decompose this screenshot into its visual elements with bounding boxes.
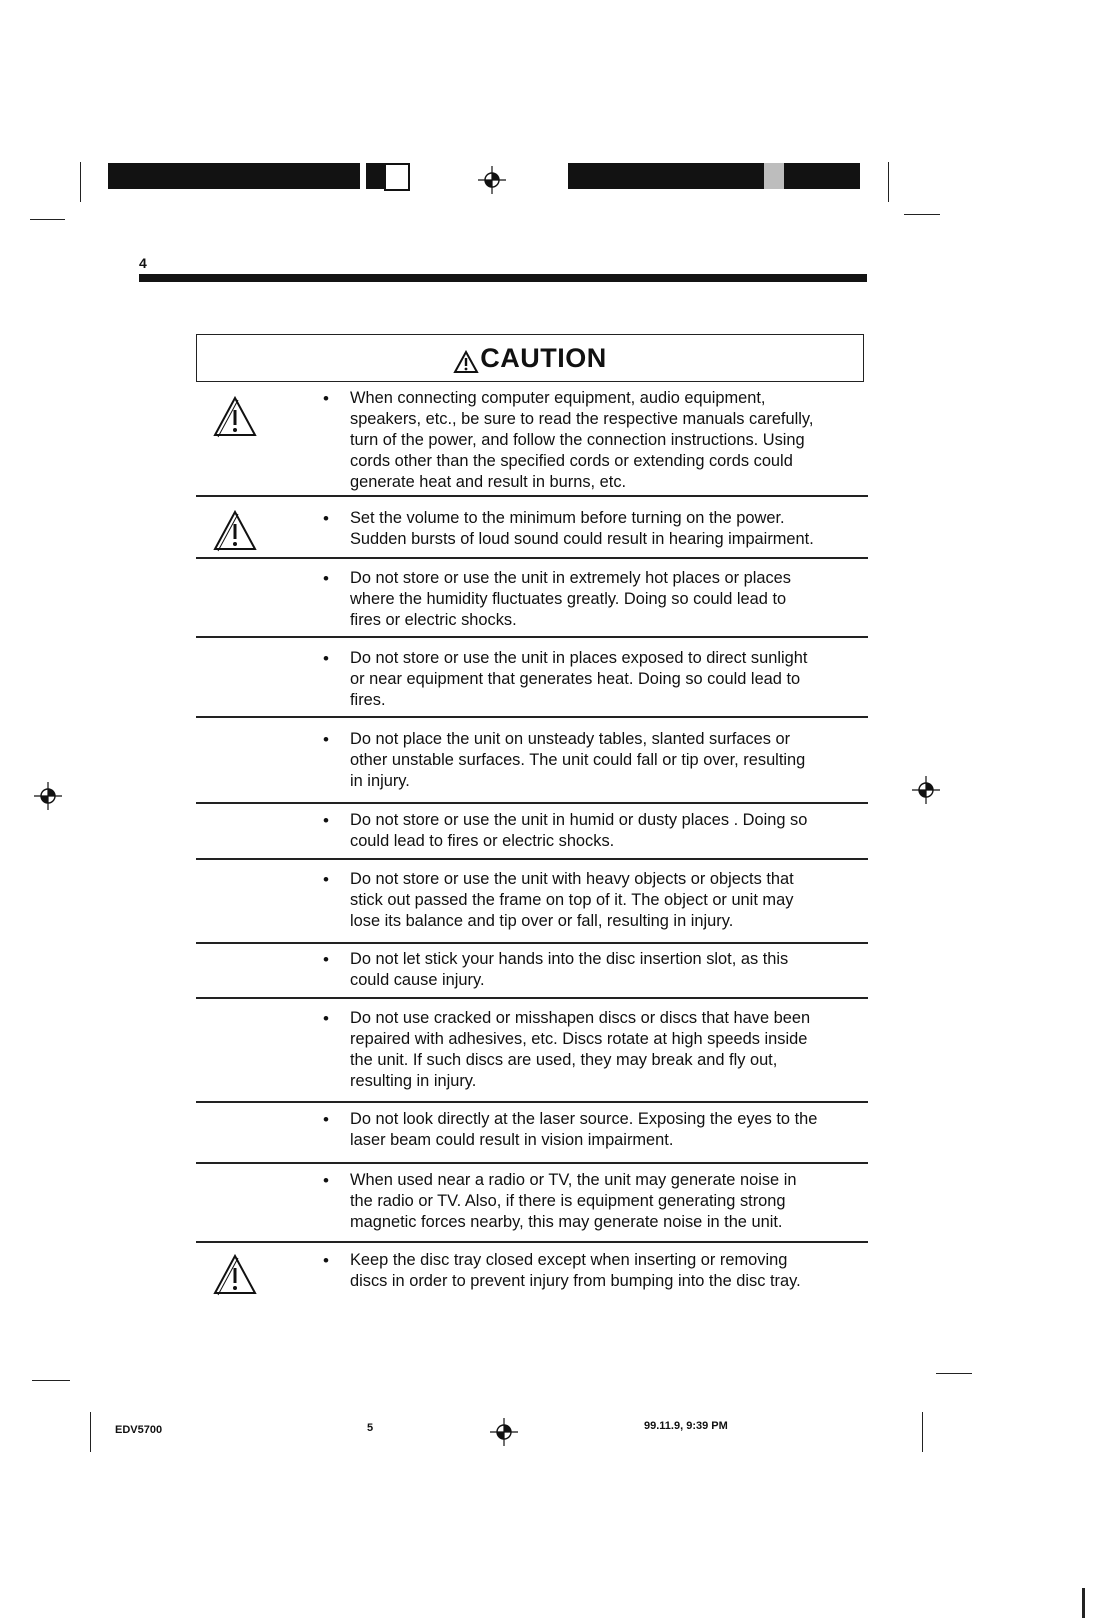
bullet: • [323, 509, 329, 528]
caution-item [196, 1167, 868, 1241]
caution-item-text: Do not use cracked or misshapen discs or discs that have been repaired with adhesives, etc. Discs rotate at high speeds inside the unit. If such discs are used, they may break and fly out, resulting in injury. [350, 1009, 811, 1090]
footer-model: EDV5700 [115, 1424, 163, 1436]
bullet: • [323, 870, 329, 889]
bullet: • [323, 730, 329, 749]
warning-triangle-icon [453, 350, 479, 374]
registration-target-left [34, 782, 62, 810]
bullet: • [323, 389, 329, 408]
caution-item-text: Do not store or use the unit in extremely hot places or places where the humidity fluctuates greatly. Doing so could lead to fires or electric shocks. [350, 569, 791, 629]
crop-mark-bottom-left-vertical [90, 1412, 91, 1452]
item-divider [196, 1101, 868, 1103]
bullet: • [323, 811, 329, 830]
crop-mark-top-left-vertical [80, 162, 81, 202]
caution-item [196, 726, 868, 800]
caution-item [196, 866, 868, 940]
bullet: • [323, 950, 329, 969]
item-divider [196, 1162, 868, 1164]
caution-item-text: When used near a radio or TV, the unit may generate noise in the radio or TV. Also, if there is equipment generating strong magnetic forces nearby, this may generate noise in the unit. [350, 1171, 797, 1231]
registration-target-right [912, 776, 940, 804]
crop-mark-bottom-right-vertical [922, 1412, 923, 1452]
registration-target-top [478, 166, 506, 194]
caution-item [196, 645, 868, 715]
footer-sheet-number: 5 [367, 1422, 374, 1434]
caution-item-text: Do not store or use the unit in places exposed to direct sunlight or near equipment that generates heat. Doing so could lead to fires. [350, 649, 808, 709]
caution-item-text: Do not let stick your hands into the disc insertion slot, as this could cause injury. [350, 950, 789, 989]
bullet: • [323, 649, 329, 668]
item-divider [196, 557, 868, 559]
bullet: • [323, 1110, 329, 1129]
caution-item [196, 946, 868, 996]
bullet: • [323, 1009, 329, 1028]
caution-item-text: When connecting computer equipment, audio equipment, speakers, etc., be sure to read the respective manuals carefully, turn of the power, and follow the connection instructions. Using cords other than the specified cords or extending cords could generate heat and result in burns, etc. [350, 389, 814, 491]
caution-item [196, 565, 868, 635]
registration-target-bottom [490, 1418, 518, 1446]
caution-item [196, 1247, 868, 1307]
caution-item [196, 1005, 868, 1101]
bullet: • [323, 1171, 329, 1190]
bullet: • [323, 569, 329, 588]
warning-triangle-icon [212, 395, 258, 439]
registration-bar-right [568, 163, 764, 189]
bullet: • [323, 1251, 329, 1270]
item-divider [196, 858, 868, 860]
registration-bar-right-end [784, 163, 860, 189]
registration-bar-right-light [764, 163, 784, 189]
item-divider [196, 802, 868, 804]
caution-item-text: Keep the disc tray closed except when inserting or removing discs in order to prevent injury from bumping into the disc tray. [350, 1251, 801, 1290]
caution-heading [453, 343, 607, 374]
item-divider [196, 636, 868, 638]
caution-item [196, 807, 868, 857]
item-divider [196, 1241, 868, 1243]
header-rule [139, 274, 867, 282]
crop-mark-bottom-right-horizontal [936, 1373, 972, 1374]
caution-item-text: Do not store or use the unit in humid or dusty places . Doing so could lead to fires or electric shocks. [350, 811, 808, 850]
page-number: 4 [139, 255, 147, 271]
crop-mark-top-right-vertical [888, 162, 889, 202]
crop-mark-top-right-horizontal [904, 214, 940, 215]
caution-item-text: Do not store or use the unit with heavy objects or objects that stick out passed the frame on top of it. The object or unit may lose its balance and tip over or fall, resulting in injury. [350, 870, 794, 930]
caution-item-text: Do not place the unit on unsteady tables, slanted surfaces or other unstable surfaces. The unit could fall or tip over, resulting in injury. [350, 730, 806, 790]
crop-mark-top-left-horizontal [30, 219, 65, 220]
caution-heading-box [196, 334, 864, 382]
item-divider [196, 495, 868, 497]
caution-title-text: CAUTION [480, 342, 607, 373]
registration-bar-left-box [384, 163, 410, 191]
caution-item [196, 505, 868, 557]
registration-bar-left-segment [366, 163, 384, 189]
warning-triangle-icon [212, 509, 258, 553]
item-divider [196, 997, 868, 999]
footer-timestamp: 99.11.9, 9:39 PM [644, 1420, 728, 1432]
item-divider [196, 942, 868, 944]
caution-item [196, 385, 868, 495]
caution-item [196, 1106, 868, 1162]
caution-item-text: Do not look directly at the laser source. Exposing the eyes to the laser beam could result in vision impairment. [350, 1110, 818, 1149]
warning-triangle-icon [212, 1253, 258, 1297]
crop-mark-bottom-left-horizontal [32, 1380, 70, 1381]
caution-item-text: Set the volume to the minimum before turning on the power. Sudden bursts of loud sound could result in hearing impairment. [350, 509, 814, 548]
registration-bar-left [108, 163, 360, 189]
scan-edge-mark [1082, 1588, 1085, 1618]
item-divider [196, 716, 868, 718]
